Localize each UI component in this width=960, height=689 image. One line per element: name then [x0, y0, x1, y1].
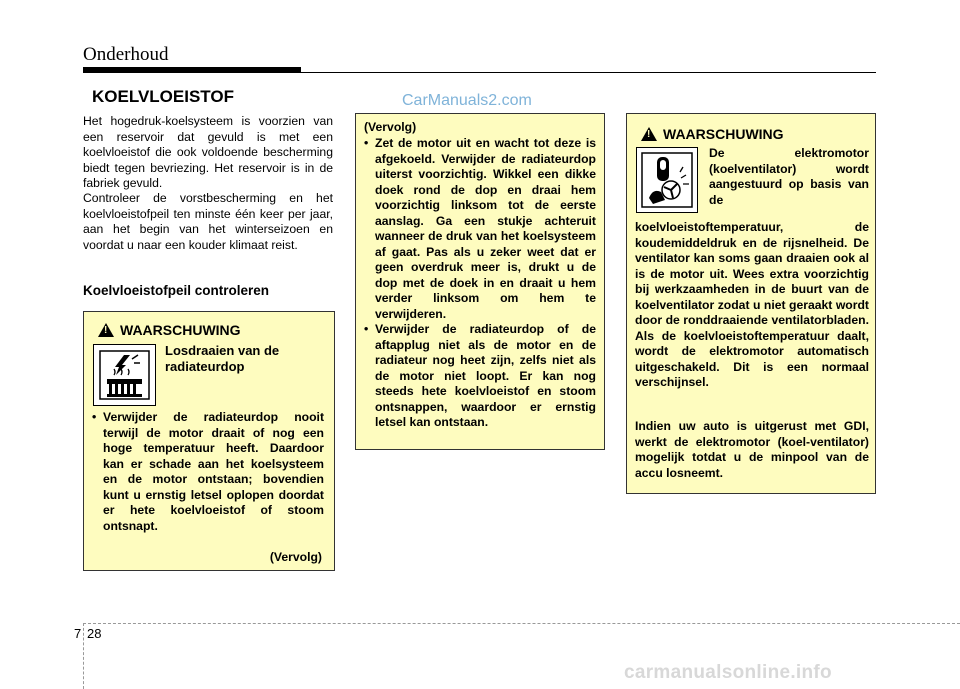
warning-triangle-icon — [641, 127, 657, 141]
warning-box-radiator-cap — [83, 311, 335, 571]
section-title: KOELVLOEISTOF — [92, 87, 234, 106]
subheading: Koelvloeistofpeil controleren — [83, 283, 270, 298]
warning-subtitle: Losdraaien van de radiateurdop — [165, 343, 280, 374]
warning-bullet-1: • Zet de motor uit en wacht tot deze is afgekoeld. Verwijder de radiateurdop uiterst voorzichtig. Wikkel een dikke doek rond de dop en draai hem voorzichtig linksom tot de eerste aanslag. Ga een stukje achteruit wanneer de druk van het koelsysteem af gaat. Pas als u zeker weet dat er geen overdruk meer is, drukt u de dop met de doek in en draait u hem verder linksom om hem te verwijderen. — [364, 136, 596, 322]
warning-box-continued — [355, 113, 605, 450]
warning-box-fan — [626, 113, 876, 494]
fan-hand-warning-icon — [636, 147, 698, 213]
footer-rule — [83, 623, 960, 624]
chapter-number: 7 — [74, 626, 82, 641]
intro-paragraph-1: Het hogedruk-koelsysteem is voorzien van een reservoir dat gevuld is met een koelvloeistof die ook voldoende bescherming biedt tegen bevriezing. Het reservoir is in de fabriek gevuld. — [83, 114, 333, 190]
warning-title — [98, 322, 241, 338]
warning-triangle-icon — [98, 323, 114, 337]
chapter-title: Onderhoud — [83, 44, 169, 65]
warning2-body: koelvloeistoftemperatuur, de koudemiddeldruk en de rijsnelheid. De ventilator kan soms gaan draaien ook al is de motor uit. Wees extra voorzichtig bij werkzaamheden in de buurt van de koelventilator zodat u niet geraakt wordt door de ronddraaiende ventilatorbladen. Als de koelvloeistoftemperatuur daalt, wordt de elektromotor automatisch uitgeschakeld. Dit is een normaal verschijnsel. — [635, 220, 869, 389]
warning-list — [92, 410, 324, 534]
warning-title-text: WAARSCHUWING — [120, 322, 241, 338]
warning-title-2 — [641, 126, 784, 142]
warning-list-continued — [364, 136, 596, 431]
page-number: 28 — [87, 626, 102, 641]
warning2-intro: De elektromotor (koelventilator) wordt aangestuurd op basis van de — [709, 146, 869, 207]
header-rule — [83, 72, 876, 73]
warning-title-text-2: WAARSCHUWING — [663, 126, 784, 142]
warning-bullet-2: • Verwijder de radiateurdop of de aftapplug niet als de motor en de radiateur nog heet zijn, zelfs niet als de motor niet loopt. Er kan nog steeds hete koelvloeistof en stoom ontsnappen, waardoor er ernstig letsel kan ontstaan. — [364, 322, 596, 431]
continued-label: (Vervolg) — [269, 550, 322, 564]
intro-paragraph-2: Controleer de vorstbescherming en het koelvloeistofpeil ten minste één keer per jaar, aan het begin van het winterseizoen en voordat u naar een kouder klimaat reist. — [83, 191, 333, 252]
warning2-body-2: Indien uw auto is uitgerust met GDI, werkt de elektromotor (koel-ventilator) mogelijk totdat u de minpool van de accu losneemt. — [635, 419, 869, 480]
continued-label-top: (Vervolg) — [364, 120, 417, 134]
warning-bullet: • Verwijder de radiateurdop nooit terwijl de motor draait of nog een hoge temperatuur heeft. Daardoor kan er schade aan het koelsysteem en de motor ontstaan; bovendien kunt u ernstig letsel oplopen doordat er hete koelvloeistof of stoom ontsnapt. — [92, 410, 324, 534]
watermark-top[interactable]: CarManuals2.com — [402, 92, 532, 109]
footer-vertical-rule — [83, 623, 84, 689]
radiator-cap-hot-icon — [93, 344, 156, 406]
watermark-bottom[interactable]: carmanualsonline.info — [624, 662, 832, 683]
